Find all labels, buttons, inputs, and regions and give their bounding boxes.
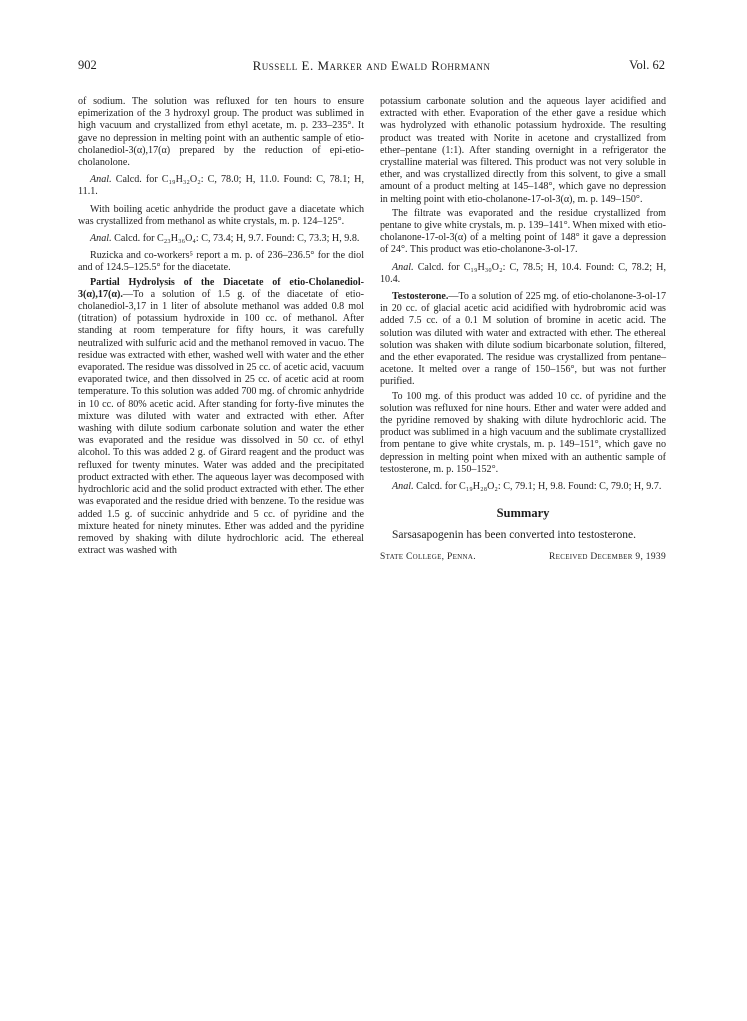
- paragraph: The filtrate was evaporated and the residue crystallized from pentane to give white crystals, m. p. 139–141°. When mixed with etio-cholanone-17-ol-3(α) of a melting point of 148° it gave a depression of 24°. This product was etio-cholanone-3-ol-17.: [380, 207, 666, 256]
- anal-label: Anal.: [90, 174, 112, 186]
- section-heading: Partial Hydrolysis of the Diacetate of etio-Cholanediol-3(α),17(α).: [78, 276, 364, 300]
- section-heading: Testosterone.: [392, 291, 449, 303]
- summary-text: Sarsasapogenin has been converted into testosterone.: [392, 528, 636, 541]
- summary-heading: Summary: [496, 506, 550, 521]
- anal-text: Calcd. for C₁₉H₃₂O₂: C, 78.0; H, 11.0. Found: C, 78.1; H, 11.1.: [78, 174, 364, 198]
- paragraph: potassium carbonate solution and the aqueous layer acidified and extracted with ether. Evaporation of the ether gave a residue which was hydrolyzed with ethanolic potassium hydroxide. The resulting product was treated with Norite in acetone and crystallized from ether–pentane (1:1). After standing overnight in a refrigerator the crystalline material was filtered. This product was not very soluble in ether, and was crystallized directly from this solvent, to give a small amount of a product melting at 145–148°, which gave no depression in melting point with etio-cholanone-17-ol-3(α), m. p. 149–150°.: [380, 96, 666, 205]
- analysis-paragraph: [78, 233, 364, 245]
- page-number: 902: [78, 58, 97, 72]
- page-header: [78, 58, 665, 78]
- received-line: [380, 551, 666, 563]
- analysis-paragraph: [380, 262, 666, 286]
- anal-label: Anal.: [392, 481, 414, 493]
- section-text: —To a solution of 225 mg. of etio-cholanone-3-ol-17 in 20 cc. of glacial acetic acid acidified with hydrobromic acid was added 7.5 cc. of a 0.1 M solution of bromine in acetic acid. The solution was diluted with water and extracted with ether. The ethereal solution was shaken with dilute sodium bicarbonate solution, filtered, and the ether evaporated. The residue was crystallized from pentane–acetone. It melted over a range of 150–156°, but was not further purified.: [380, 291, 666, 388]
- paragraph: With boiling acetic anhydride the product gave a diacetate which was crystallized from methanol as white crystals, m. p. 124–125°.: [78, 203, 364, 227]
- paragraph: To 100 mg. of this product was added 10 cc. of pyridine and the solution was refluxed for nine hours. Ether and water were added and the pyridine removed by shaking with dilute hydrochloric acid. The product was sublimed in a high vacuum and the sublimate crystallized from pentane to give white crystals, m. p. 149–151°, which gave no depression in melting point when mixed with an authentic sample of testosterone, m. p. 150–152°.: [380, 390, 666, 475]
- left-column: [78, 96, 364, 558]
- institution-location: State College, Penna.: [380, 551, 476, 562]
- section-paragraph: [380, 291, 666, 389]
- right-column: [380, 96, 666, 563]
- anal-text: Calcd. for C₁₉H₃₀O₂: C, 78.5; H, 10.4. Found: C, 78.2; H, 10.4.: [380, 261, 666, 285]
- volume-label: Vol. 62: [629, 58, 665, 72]
- anal-text: Calcd. for C₁₉H₂₈O₂: C, 79.1; H, 9.8. Found: C, 79.0; H, 9.7.: [416, 481, 662, 493]
- anal-text: Calcd. for C₂₃H₃₆O₄: C, 73.4; H, 9.7. Found: C, 73.3; H, 9.8.: [114, 233, 360, 245]
- anal-label: Anal.: [90, 233, 112, 245]
- anal-label: Anal.: [392, 261, 414, 273]
- received-date: Received December 9, 1939: [549, 551, 666, 562]
- running-head-authors: Russell E. Marker and Ewald Rohrmann: [252, 58, 491, 73]
- analysis-paragraph: [380, 481, 666, 493]
- section-paragraph: [78, 277, 364, 558]
- paragraph: of sodium. The solution was refluxed for ten hours to ensure epimerization of the 3 hydroxyl group. The product was sublimed in high vacuum and crystallized from ethyl acetate, m. p. 233–235°. It gave no depression in melting point with an authentic sample of etio-cholanediol-3(α),17(α) prepared by the reduction of epi-etio-cholanolone.: [78, 96, 364, 169]
- analysis-paragraph: [78, 174, 364, 198]
- section-text: —To a solution of 1.5 g. of the diacetate of etio-cholanediol-3,17 in 1 liter of absolute methanol was added 0.8 mol (titration) of potassium hydroxide in 100 cc. of methanol. After standing at room temperature for fifty hours, it was carefully neutralized with sulfuric acid and the methanol removed in vacuo. The residue was extracted with ether, washed well with water and the ether evaporated. The residue was dissolved in 25 cc. of acetic acid, vacuum evaporated twice, and then dissolved in 25 cc. of acetic acid at room temperature. To this solution was added 700 mg. of chromic anhydride in 10 cc. of 80% acetic acid. After standing for forty-five minutes the mixture was diluted with water and extracted with ether. After washing with dilute sodium carbonate solution and water the ether was evaporated and the residue was dissolved in 50 cc. of ethyl alcohol. To this was added 2 g. of Girard reagent and the product was refluxed for twenty minutes. Water was added and the precipitated product extracted with ether. The aqueous layer was decomposed with hydrochloric acid and the solid product extracted with ether. The ether was evaporated and the residue dried with benzene. To the residue was added 1.5 g. of succinic anhydride and 5 cc. of pyridine and the mixture heated for ninety minutes. Ether was added and the pyridine removed by shaking with dilute hydrochloric acid. The ethereal extract was washed with: [78, 288, 364, 557]
- paragraph: Ruzicka and co-workers⁵ report a m. p. of 236–236.5° for the diol and of 124.5–125.5° for the diacetate.: [78, 250, 364, 274]
